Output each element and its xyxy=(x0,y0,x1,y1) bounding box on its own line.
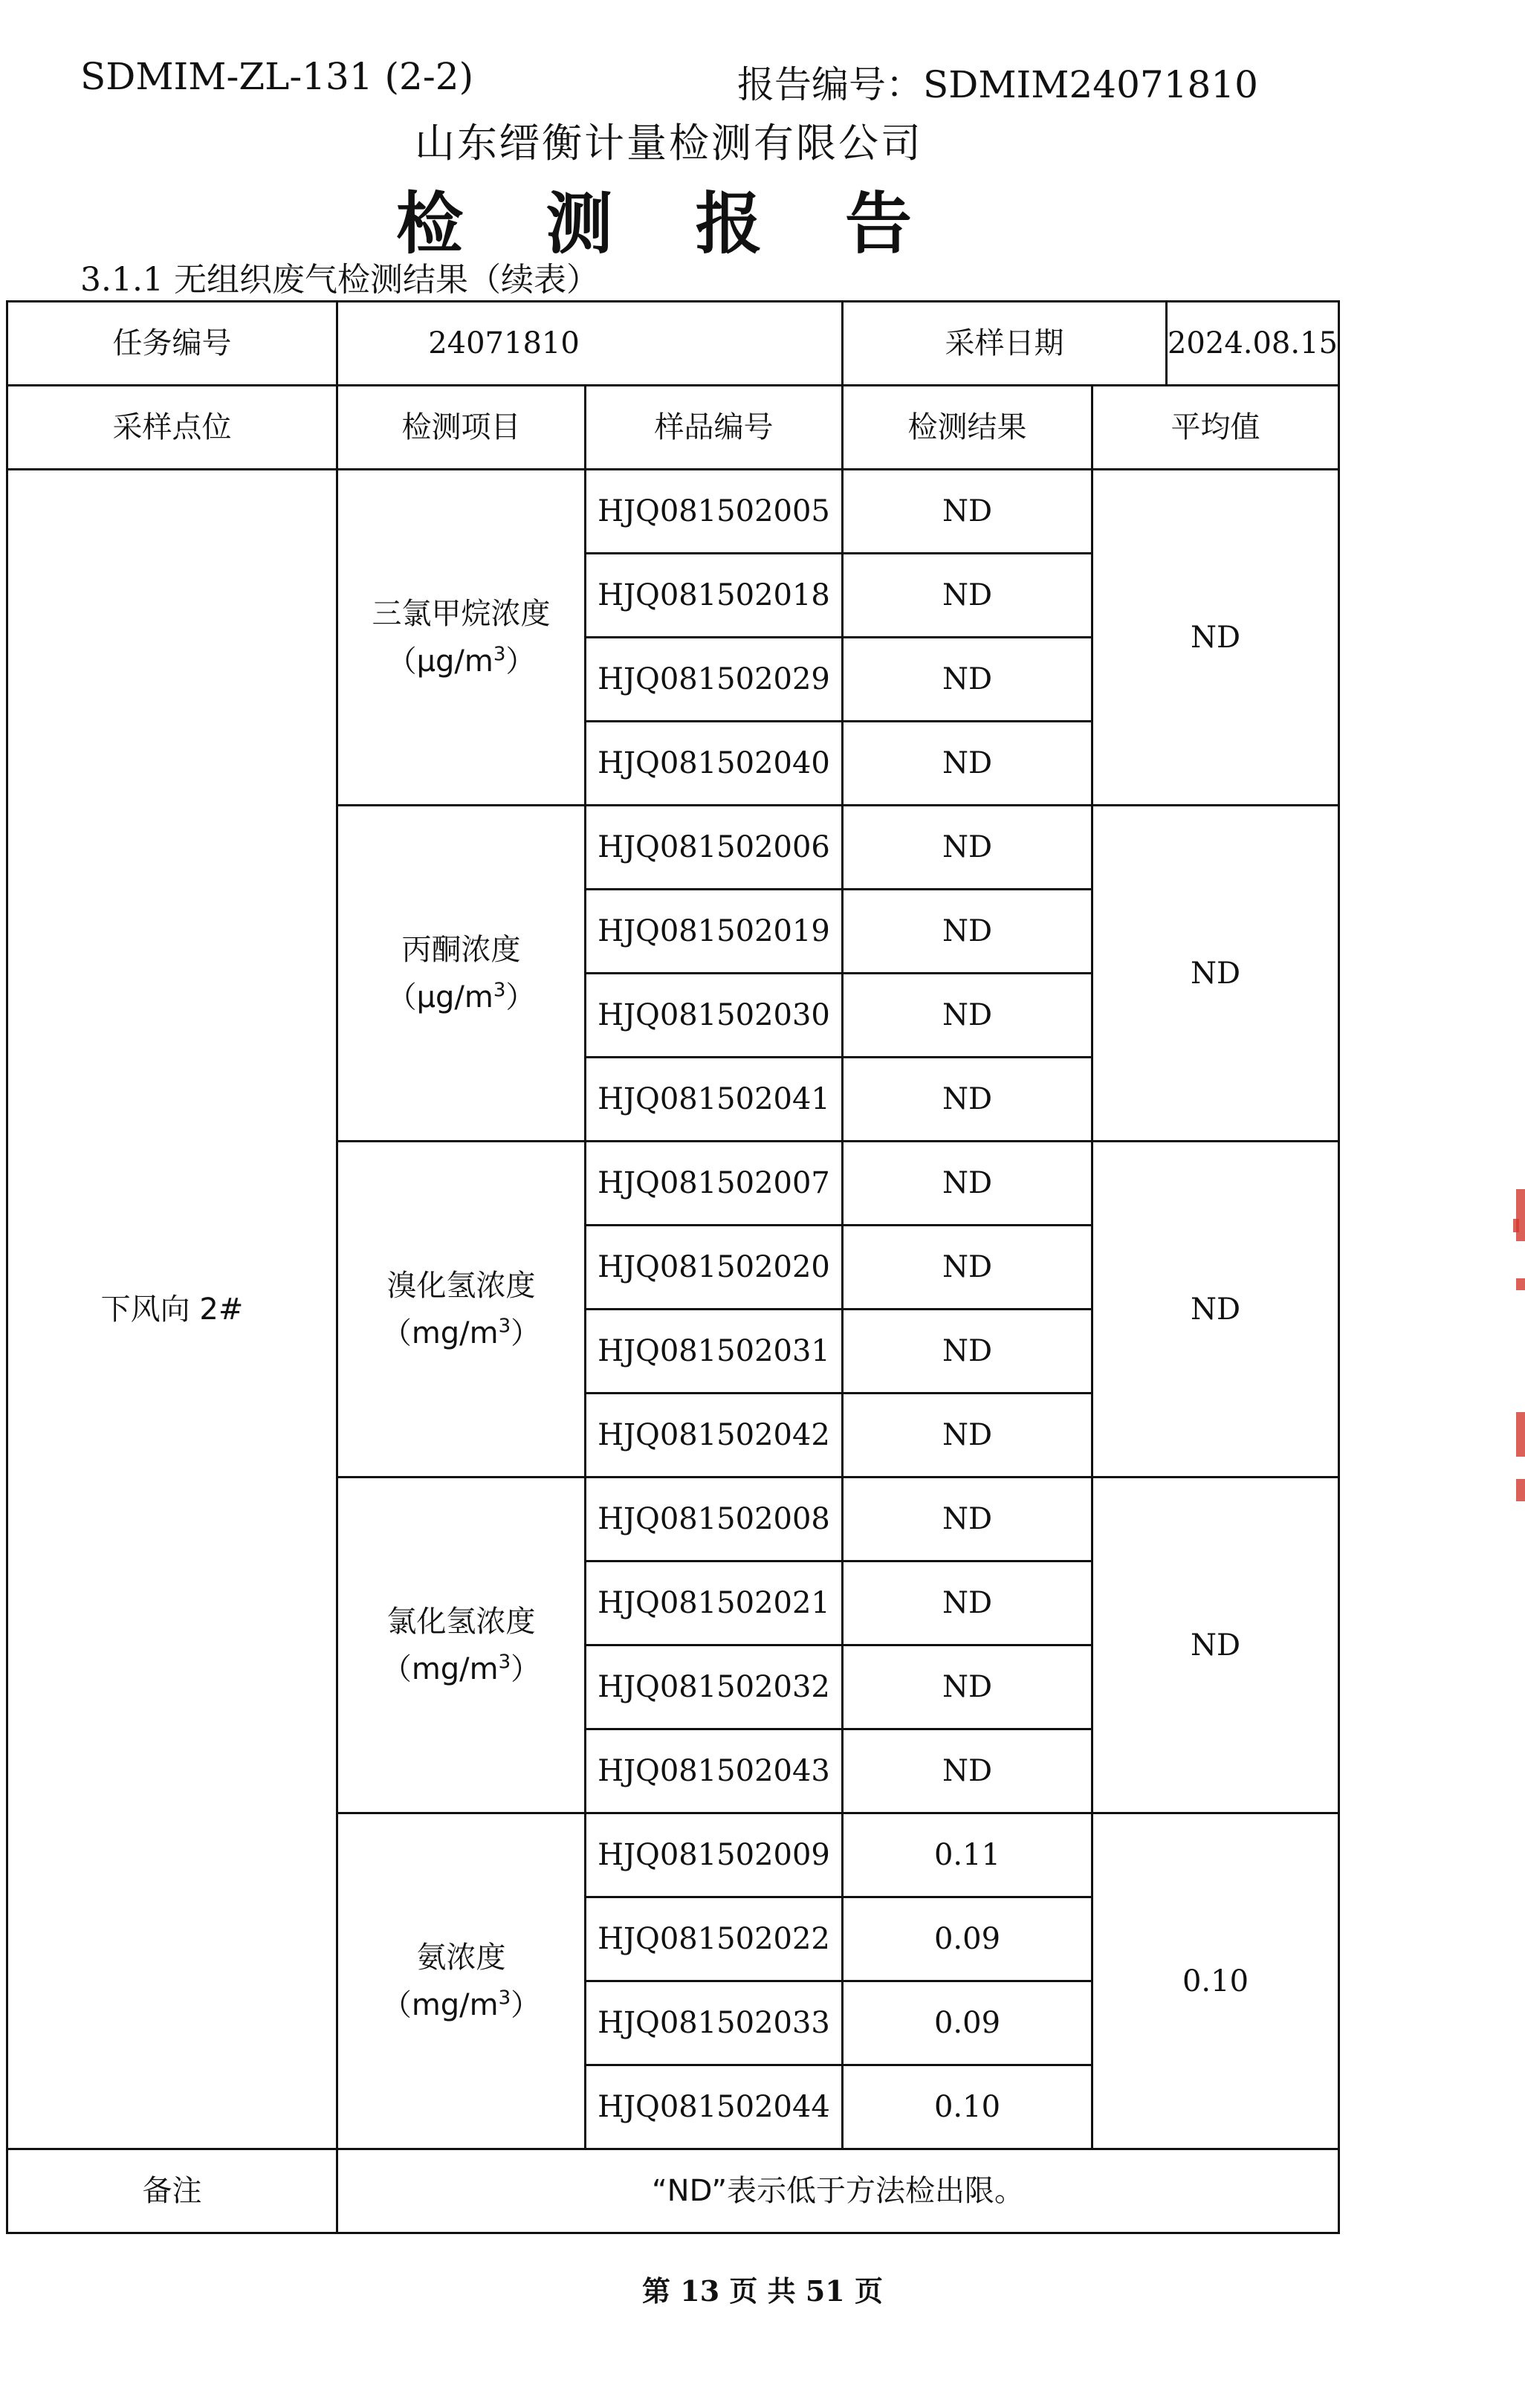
task-row xyxy=(7,302,1339,386)
test-item xyxy=(337,1142,586,1478)
test-item-unit xyxy=(338,638,584,685)
column-header-result: 检测结果 xyxy=(843,386,1092,470)
company-name: 山东缙衡计量检测有限公司 xyxy=(415,120,923,166)
edge-stamp-mark xyxy=(1516,1278,1525,1290)
task-label: 任务编号 xyxy=(7,302,337,386)
results-table xyxy=(6,300,1340,2234)
test-item-unit xyxy=(338,1645,584,1693)
sample-id: HJQ081502042 xyxy=(586,1394,843,1478)
sample-id: HJQ081502044 xyxy=(586,2065,843,2149)
form-code: SDMIM-ZL-131 (2-2) xyxy=(80,55,474,98)
average-value: ND xyxy=(1092,1478,1339,1813)
table-row xyxy=(7,470,1339,554)
column-header-row xyxy=(7,386,1339,470)
unit-close: ） xyxy=(505,644,536,679)
edge-stamp-mark xyxy=(1513,1219,1519,1232)
test-result: ND xyxy=(843,1561,1092,1645)
date-value: 2024.08.15 xyxy=(1167,326,1338,360)
sample-id: HJQ081502030 xyxy=(586,974,843,1058)
unit-superscript: 3 xyxy=(498,1315,511,1338)
date-label: 采样日期 xyxy=(844,302,1168,384)
sampling-site: 下风向 2# xyxy=(7,470,337,2149)
average-value: ND xyxy=(1092,1142,1339,1478)
test-result: ND xyxy=(843,722,1092,806)
unit-close: ） xyxy=(511,1651,541,1686)
sample-id: HJQ081502005 xyxy=(586,470,843,554)
average-value: 0.10 xyxy=(1092,1813,1339,2149)
remark-value: “ND”表示低于方法检出限。 xyxy=(337,2149,1339,2233)
test-item-name: 氯化氢浓度 xyxy=(386,1604,536,1639)
sample-id: HJQ081502008 xyxy=(586,1478,843,1561)
report-number: 报告编号：SDMIM24071810 xyxy=(737,63,1258,106)
sample-id: HJQ081502043 xyxy=(586,1729,843,1813)
test-result: ND xyxy=(843,1058,1092,1142)
task-value xyxy=(337,302,843,386)
test-result: ND xyxy=(843,1226,1092,1310)
test-result: ND xyxy=(843,974,1092,1058)
unit-close: ） xyxy=(511,1987,541,2022)
sample-id: HJQ081502019 xyxy=(586,890,843,974)
task-value-text: 24071810 xyxy=(428,326,580,360)
sample-id: HJQ081502021 xyxy=(586,1561,843,1645)
date-cell xyxy=(843,302,1339,386)
remark-row xyxy=(7,2149,1339,2233)
test-result: 0.09 xyxy=(843,1981,1092,2065)
test-result: 0.11 xyxy=(843,1813,1092,1897)
test-result: ND xyxy=(843,554,1092,638)
sample-id: HJQ081502020 xyxy=(586,1226,843,1310)
column-header-sample-id: 样品编号 xyxy=(586,386,843,470)
edge-stamp-mark xyxy=(1516,1189,1525,1241)
test-result: 0.09 xyxy=(843,1897,1092,1981)
average-value: ND xyxy=(1092,470,1339,806)
section-title: 3.1.1 无组织废气检测结果（续表） xyxy=(80,261,599,299)
sample-id: HJQ081502009 xyxy=(586,1813,843,1897)
sample-id: HJQ081502022 xyxy=(586,1897,843,1981)
column-header-site: 采样点位 xyxy=(7,386,337,470)
test-result: ND xyxy=(843,806,1092,890)
test-result: ND xyxy=(843,1645,1092,1729)
report-title: 检 测 报 告 xyxy=(396,184,942,263)
test-item xyxy=(337,470,586,806)
test-item-unit xyxy=(338,974,584,1021)
edge-stamp-mark xyxy=(1516,1479,1525,1501)
unit-superscript: 3 xyxy=(498,1987,511,2010)
test-item-inline xyxy=(338,1934,584,2029)
unit-close: ） xyxy=(505,980,536,1014)
page-footer: 第 13 页 共 51 页 xyxy=(642,2274,883,2308)
sample-id: HJQ081502032 xyxy=(586,1645,843,1729)
test-item-name: 丙酮浓度 xyxy=(401,932,521,967)
test-item-name: 三氯甲烷浓度 xyxy=(372,596,551,631)
test-result: ND xyxy=(843,1310,1092,1394)
test-result: 0.10 xyxy=(843,2065,1092,2149)
test-item-name: 氨浓度（mg/m xyxy=(381,1940,506,2022)
sample-id: HJQ081502029 xyxy=(586,638,843,722)
test-result: ND xyxy=(843,638,1092,722)
test-result: ND xyxy=(843,1142,1092,1226)
test-result: ND xyxy=(843,1729,1092,1813)
sample-id: HJQ081502040 xyxy=(586,722,843,806)
test-result: ND xyxy=(843,1394,1092,1478)
unit-close: ） xyxy=(511,1315,541,1350)
column-header-item: 检测项目 xyxy=(337,386,586,470)
unit-superscript: 3 xyxy=(498,1651,511,1674)
unit-text: （μg/m xyxy=(386,980,493,1014)
test-result: ND xyxy=(843,890,1092,974)
unit-text: （μg/m xyxy=(386,644,493,679)
test-item-unit xyxy=(338,1310,584,1357)
sample-id: HJQ081502007 xyxy=(586,1142,843,1226)
test-item xyxy=(337,806,586,1142)
column-header-average: 平均值 xyxy=(1092,386,1339,470)
edge-stamp-mark xyxy=(1516,1412,1525,1457)
average-value: ND xyxy=(1092,806,1339,1142)
test-result: ND xyxy=(843,470,1092,554)
test-item-name: 溴化氢浓度 xyxy=(386,1268,536,1303)
sample-id: HJQ081502006 xyxy=(586,806,843,890)
sample-id: HJQ081502018 xyxy=(586,554,843,638)
test-item xyxy=(337,1478,586,1813)
sample-id: HJQ081502033 xyxy=(586,1981,843,2065)
unit-text: （mg/m xyxy=(381,1651,499,1686)
unit-superscript: 3 xyxy=(493,979,506,1002)
remark-label: 备注 xyxy=(7,2149,337,2233)
sample-id: HJQ081502041 xyxy=(586,1058,843,1142)
unit-text: （mg/m xyxy=(381,1315,499,1350)
sample-id: HJQ081502031 xyxy=(586,1310,843,1394)
test-result: ND xyxy=(843,1478,1092,1561)
test-item xyxy=(337,1813,586,2149)
unit-superscript: 3 xyxy=(493,643,506,666)
